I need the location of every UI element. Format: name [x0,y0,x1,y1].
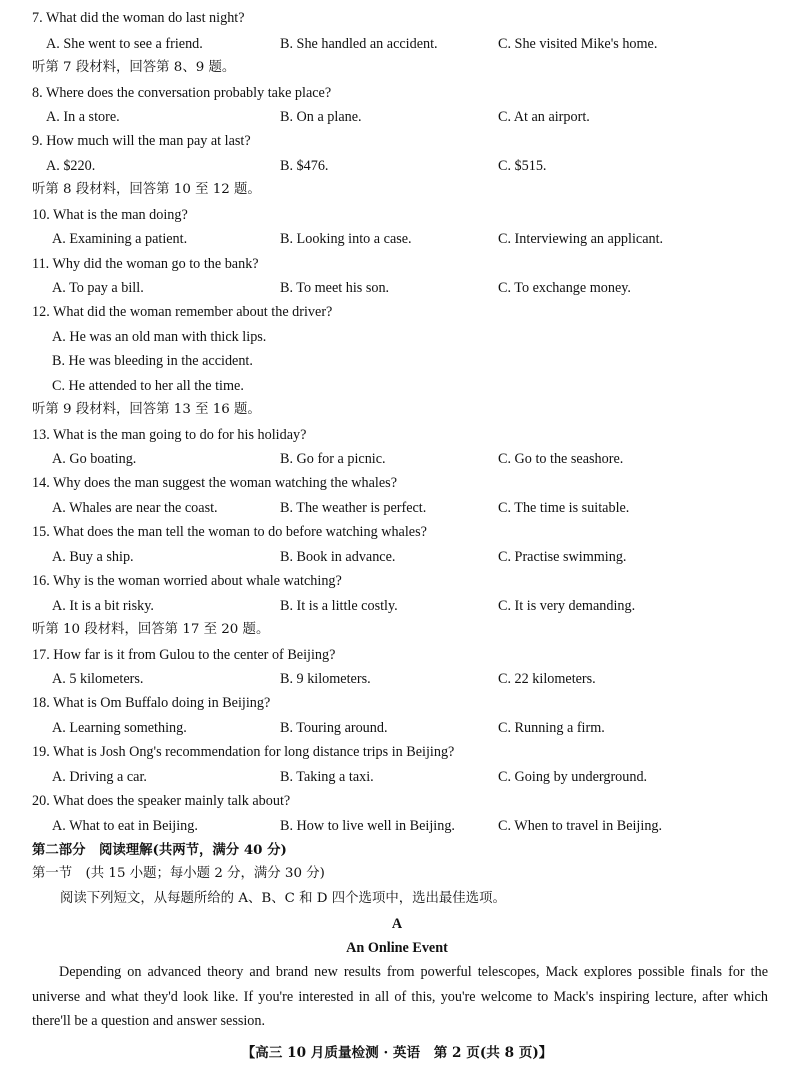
q7-option-c: C. She visited Mike's home. [498,36,658,52]
part2-section1: 第一节 (共 15 小题；每小题 2 分，满分 30 分) [32,866,325,881]
q10-option-b: B. Looking into a case. [280,231,412,247]
question-13: 13. What is the man going to do for his holiday? [32,427,307,443]
q15-option-b: B. Book in advance. [280,549,396,565]
listening-header-8: 听第 8 段材料，回答第 10 至 12 题。 [32,182,261,197]
q17-option-b: B. 9 kilometers. [280,671,371,687]
q18-option-a: A. Learning something. [52,720,187,736]
q20-option-c: C. When to travel in Beijing. [498,818,663,834]
question-9: 9. How much will the man pay at last? [32,133,251,149]
question-10: 10. What is the man doing? [32,207,188,223]
q16-option-b: B. It is a little costly. [280,598,398,614]
q9-option-b: B. $476. [280,158,329,174]
q11-option-c: C. To exchange money. [498,280,631,296]
passage-paragraph: Depending on advanced theory and brand new results from powerful telescopes, Mack explores possible finals for the universe and what they'd look like. If you're interested in all of this, you're welcome to Mack's inspiring lecture, after which there'll be a question and answer session. [32,964,768,1029]
q17-option-c: C. 22 kilometers. [498,671,596,687]
question-8: 8. Where does the conversation probably take place? [32,85,332,101]
q12-option-b: B. He was bleeding in the accident. [52,353,253,369]
q12-option-a: A. He was an old man with thick lips. [52,329,267,345]
q14-option-c: C. The time is suitable. [498,500,630,516]
q13-option-a: A. Go boating. [52,451,137,467]
q11-option-a: A. To pay a bill. [52,280,144,296]
q18-option-b: B. Touring around. [280,720,388,736]
part2-title: 第二部分 阅读理解(共两节，满分 40 分) [32,842,287,858]
q18-option-c: C. Running a firm. [498,720,605,736]
question-15: 15. What does the man tell the woman to do before watching whales? [32,524,427,540]
q13-option-c: C. Go to the seashore. [498,451,624,467]
q16-option-c: C. It is very demanding. [498,598,636,614]
q20-option-a: A. What to eat in Beijing. [52,818,198,834]
page-footer: 【高三 10 月质量检测 · 英语 第 2 页(共 8 页)】 [241,1045,553,1061]
question-12: 12. What did the woman remember about the driver? [32,304,333,320]
q12-option-c: C. He attended to her all the time. [52,378,244,394]
question-18: 18. What is Om Buffalo doing in Beijing? [32,695,271,711]
question-17: 17. How far is it from Gulou to the center of Beijing? [32,647,336,663]
q15-option-c: C. Practise swimming. [498,549,627,565]
q19-option-b: B. Taking a taxi. [280,769,374,785]
q10-option-c: C. Interviewing an applicant. [498,231,664,247]
passage-letter: A [391,916,403,932]
q13-option-b: B. Go for a picnic. [280,451,386,467]
question-7: 7. What did the woman do last night? [32,10,245,26]
question-20: 20. What does the speaker mainly talk about? [32,793,291,809]
q14-option-b: B. The weather is perfect. [280,500,427,516]
q9-option-c: C. $515. [498,158,547,174]
q8-option-b: B. On a plane. [280,109,362,125]
passage-title: An Online Event [346,940,448,956]
q9-option-a: A. $220. [46,158,96,174]
listening-header-10: 听第 10 段材料，回答第 17 至 20 题。 [32,622,270,637]
question-14: 14. Why does the man suggest the woman watching the whales? [32,475,397,491]
listening-header-7: 听第 7 段材料，回答第 8、9 题。 [32,60,236,75]
q7-option-a: A. She went to see a friend. [46,36,203,52]
q20-option-b: B. How to live well in Beijing. [280,818,455,834]
q8-option-c: C. At an airport. [498,109,590,125]
q14-option-a: A. Whales are near the coast. [52,500,218,516]
question-19: 19. What is Josh Ong's recommendation for long distance trips in Beijing? [32,744,455,760]
q16-option-a: A. It is a bit risky. [52,598,154,614]
q8-option-a: A. In a store. [46,109,120,125]
q19-option-a: A. Driving a car. [52,769,147,785]
part2-instruction: 阅读下列短文，从每题所给的 A、B、C 和 D 四个选项中，选出最佳选项。 [60,891,506,906]
q11-option-b: B. To meet his son. [280,280,390,296]
listening-header-9: 听第 9 段材料，回答第 13 至 16 题。 [32,402,261,417]
question-11: 11. Why did the woman go to the bank? [32,256,259,272]
question-16: 16. Why is the woman worried about whale watching? [32,573,342,589]
q7-option-b: B. She handled an accident. [280,36,438,52]
q17-option-a: A. 5 kilometers. [52,671,144,687]
q19-option-c: C. Going by underground. [498,769,648,785]
q10-option-a: A. Examining a patient. [52,231,188,247]
q15-option-a: A. Buy a ship. [52,549,134,565]
